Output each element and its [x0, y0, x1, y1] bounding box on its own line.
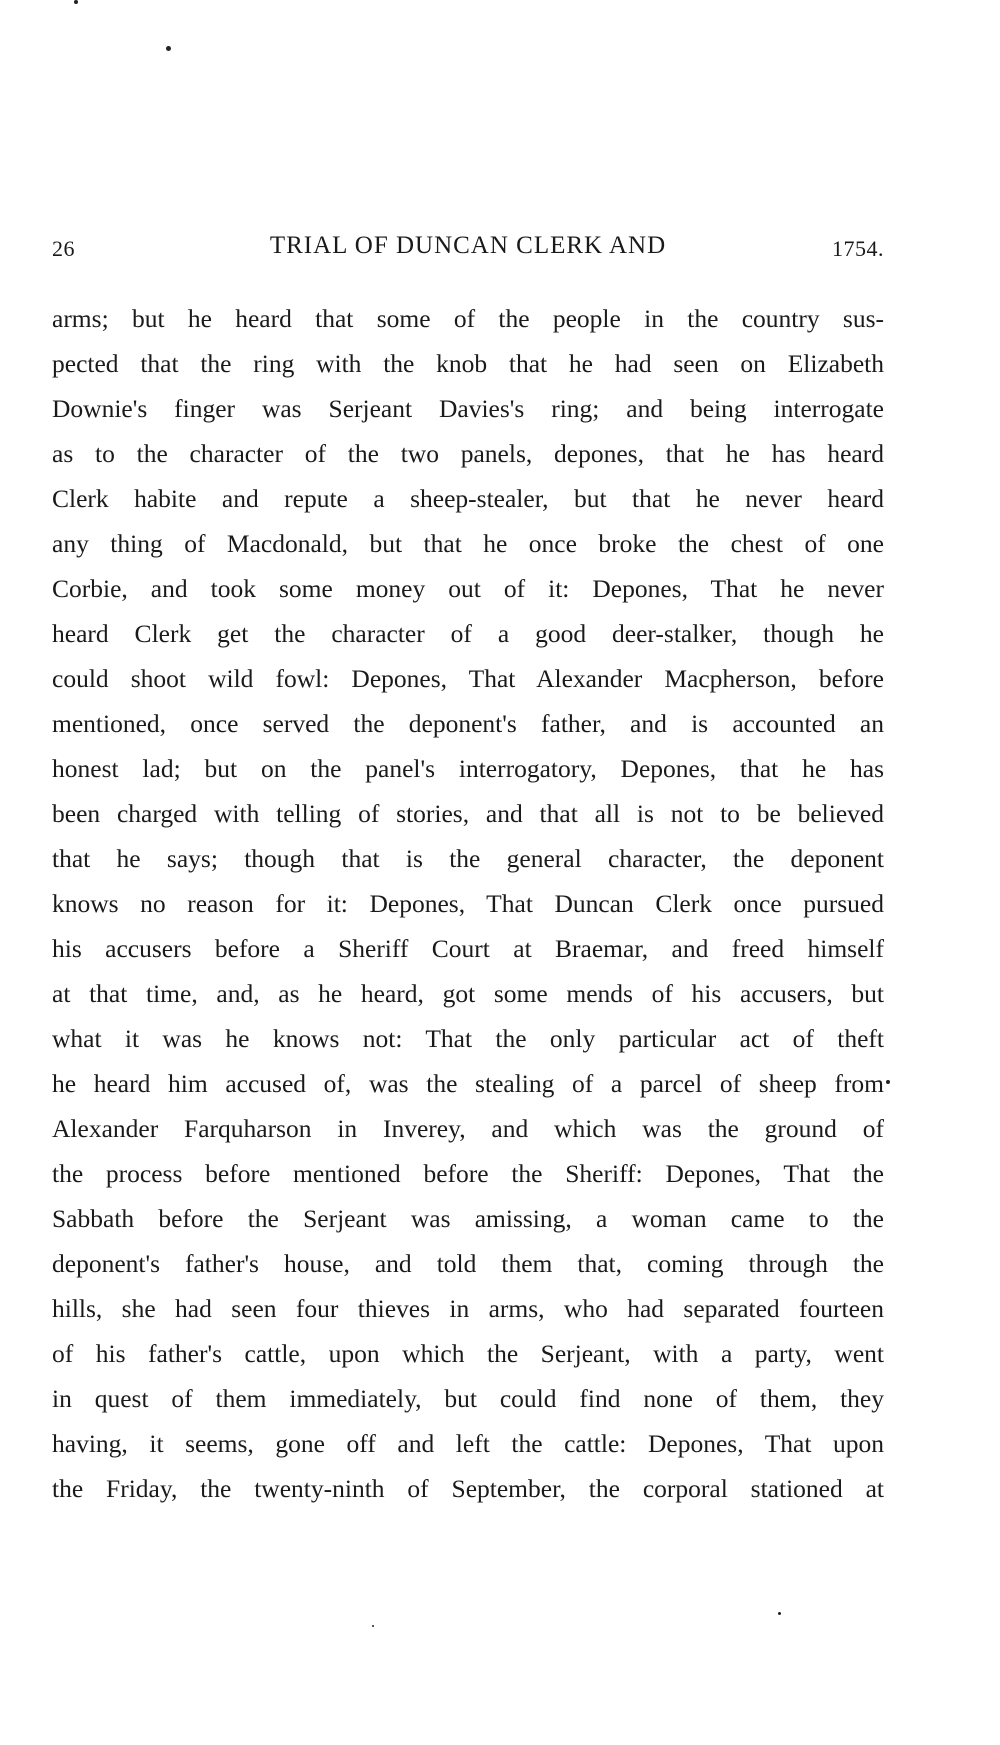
text-line: at that time, and, as he heard, got some mends of his accusers, but	[52, 979, 884, 1008]
ink-speck	[74, 0, 78, 4]
text-line: in quest of them immediately, but could find none of them, they	[52, 1384, 884, 1413]
text-line: could shoot wild fowl: Depones, That Alexander Macpherson, before	[52, 664, 884, 693]
text-line: heard Clerk get the character of a good deer-stalker, though he	[52, 619, 884, 648]
body-text	[52, 296, 884, 1511]
ink-speck	[372, 1625, 374, 1627]
running-title: TRIAL OF DUNCAN CLERK AND	[269, 232, 667, 259]
ink-speck	[778, 1612, 781, 1615]
text-line: Clerk habite and repute a sheep-stealer, but that he never heard	[52, 484, 884, 513]
text-line: been charged with telling of stories, and that all is not to be believed	[52, 799, 884, 828]
text-line: deponent's father's house, and told them that, coming through the	[52, 1249, 884, 1278]
text-line: what it was he knows not: That the only particular act of theft	[52, 1024, 884, 1053]
text-line: Corbie, and took some money out of it: Depones, That he never	[52, 574, 884, 603]
page-number: 26	[52, 236, 75, 261]
text-line: pected that the ring with the knob that he had seen on Elizabeth	[52, 349, 884, 378]
text-line: honest lad; but on the panel's interrogatory, Depones, that he has	[52, 754, 884, 783]
text-line: of his father's cattle, upon which the Serjeant, with a party, went	[52, 1339, 884, 1368]
ink-speck	[886, 1080, 890, 1084]
ink-speck	[166, 46, 171, 51]
running-header	[52, 232, 884, 272]
text-line: Downie's finger was Serjeant Davies's ring; and being interrogate	[52, 394, 884, 423]
text-line: that he says; though that is the general character, the deponent	[52, 844, 884, 873]
text-line: his accusers before a Sheriff Court at Braemar, and freed himself	[52, 934, 884, 963]
text-line: the Friday, the twenty-ninth of September, the corporal stationed at	[52, 1474, 884, 1503]
text-line: the process before mentioned before the Sheriff: Depones, That the	[52, 1159, 884, 1188]
text-line: knows no reason for it: Depones, That Duncan Clerk once pursued	[52, 889, 884, 918]
text-line: any thing of Macdonald, but that he once broke the chest of one	[52, 529, 884, 558]
text-line: Sabbath before the Serjeant was amissing, a woman came to the	[52, 1204, 884, 1233]
text-line: as to the character of the two panels, depones, that he has heard	[52, 439, 884, 468]
text-line: hills, she had seen four thieves in arms, who had separated fourteen	[52, 1294, 884, 1323]
text-line: having, it seems, gone off and left the cattle: Depones, That upon	[52, 1429, 884, 1458]
text-line: Alexander Farquharson in Inverey, and which was the ground of	[52, 1114, 884, 1143]
text-line: mentioned, once served the deponent's father, and is accounted an	[52, 709, 884, 738]
text-line: arms; but he heard that some of the people in the country sus-	[52, 304, 884, 333]
header-year: 1754.	[832, 236, 884, 261]
text-line: he heard him accused of, was the stealing of a parcel of sheep from	[52, 1069, 884, 1098]
